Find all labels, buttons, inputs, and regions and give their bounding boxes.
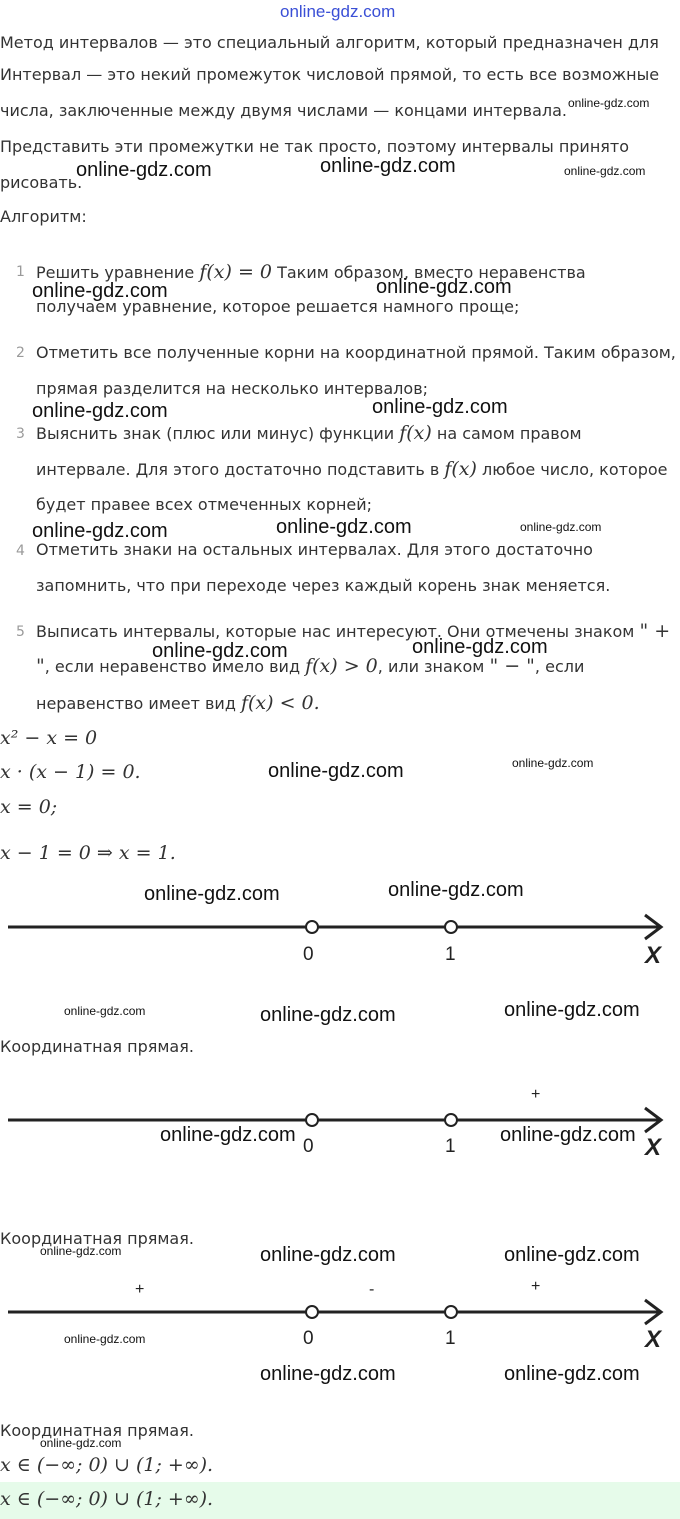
equation: x² − x = 0 xyxy=(0,727,98,749)
math-inline: f(x) xyxy=(399,422,432,444)
watermark: online-gdz.com xyxy=(40,1436,122,1450)
step-text: Таким образом, вместо неравенства xyxy=(277,263,586,282)
answer-equation: x ∈ (−∞; 0) ∪ (1; +∞). xyxy=(0,1488,214,1510)
step-text: Выяснить знак (плюс или минус) функции xyxy=(36,424,395,443)
watermark: online-gdz.com xyxy=(320,155,456,177)
watermark: online-gdz.com xyxy=(76,159,212,181)
math-inline: f(x) = 0 xyxy=(199,261,272,283)
label-x: X xyxy=(645,942,662,965)
point-zero xyxy=(306,921,318,933)
math-inline: " − " xyxy=(489,655,535,677)
list-item xyxy=(36,458,668,480)
label-zero: 0 xyxy=(303,944,314,965)
label-zero: 0 xyxy=(303,1136,314,1157)
label-x: X xyxy=(645,1326,662,1350)
step-text: будет правее всех отмеченных корней; xyxy=(36,495,373,514)
step-number: 3 xyxy=(16,426,25,442)
equation: x = 0; xyxy=(0,796,58,818)
point-zero xyxy=(306,1306,318,1318)
list-item xyxy=(36,692,320,714)
watermark: online-gdz.com xyxy=(504,1363,640,1385)
step-text: Отметить все полученные корни на координатной прямой. Таким образом, xyxy=(36,343,676,362)
watermark: online-gdz.com xyxy=(388,879,524,901)
watermark: online-gdz.com xyxy=(40,1244,122,1258)
point-one xyxy=(445,921,457,933)
site-watermark-top: online-gdz.com xyxy=(280,2,396,21)
step-number: 2 xyxy=(16,345,25,361)
step-text: Решить уравнение xyxy=(36,263,195,282)
point-zero xyxy=(306,1114,318,1126)
math-inline: " xyxy=(36,655,45,677)
paragraph: числа, заключенные между двумя числами — концами интервала. xyxy=(0,101,568,120)
watermark: online-gdz.com xyxy=(276,516,412,538)
step-text: , или знаком xyxy=(377,657,485,676)
watermark: online-gdz.com xyxy=(160,1124,296,1146)
math-inline: f(x) < 0. xyxy=(240,692,320,714)
step-text: любое число, которое xyxy=(482,460,668,479)
equation: x − 1 = 0 ⇒ x = 1. xyxy=(0,842,176,864)
step-number: 1 xyxy=(16,264,25,280)
sign-plus: + xyxy=(135,1281,145,1298)
paragraph: Представить эти промежутки не так просто, поэтому интервалы принято xyxy=(0,137,630,156)
math-inline: " + xyxy=(639,620,671,642)
caption: Координатная прямая. xyxy=(0,1229,194,1248)
watermark: online-gdz.com xyxy=(32,280,168,302)
watermark: online-gdz.com xyxy=(564,164,646,178)
watermark: online-gdz.com xyxy=(152,640,288,662)
step-number: 4 xyxy=(16,543,25,559)
caption: Координатная прямая. xyxy=(0,1037,194,1056)
watermark: online-gdz.com xyxy=(376,276,512,298)
algorithm-heading: Алгоритм: xyxy=(0,207,87,226)
step-text: Выписать интервалы, которые нас интересуют. Они отмечены знаком xyxy=(36,622,635,641)
watermark: online-gdz.com xyxy=(64,1004,146,1018)
result-equation: x ∈ (−∞; 0) ∪ (1; +∞). xyxy=(0,1454,214,1476)
step-number: 5 xyxy=(16,624,25,640)
sign-plus: + xyxy=(531,1086,541,1103)
label-one: 1 xyxy=(445,944,456,965)
watermark: online-gdz.com xyxy=(512,756,594,770)
watermark: online-gdz.com xyxy=(372,396,508,418)
watermark: online-gdz.com xyxy=(412,636,548,658)
watermark: online-gdz.com xyxy=(32,520,168,542)
paragraph: Интервал — это некий промежуток числовой прямой, то есть все возможные xyxy=(0,65,660,84)
step-text: , если xyxy=(534,657,585,676)
step-text: прямая разделится на несколько интервалов; xyxy=(36,379,429,398)
answer-box xyxy=(0,1482,680,1519)
watermark: online-gdz.com xyxy=(64,1332,146,1346)
step-text: интервале. Для этого достаточно подставить в xyxy=(36,460,440,479)
list-item xyxy=(36,422,582,444)
watermark: online-gdz.com xyxy=(504,999,640,1021)
watermark: online-gdz.com xyxy=(268,760,404,782)
watermark: online-gdz.com xyxy=(32,400,168,422)
label-one: 1 xyxy=(445,1136,456,1157)
step-text: , если неравенство имело вид xyxy=(44,657,300,676)
watermark: online-gdz.com xyxy=(520,520,602,534)
point-one xyxy=(445,1114,457,1126)
label-one: 1 xyxy=(445,1328,456,1349)
list-item xyxy=(36,620,670,642)
point-one xyxy=(445,1306,457,1318)
equation: x · (x − 1) = 0. xyxy=(0,761,141,783)
watermark: online-gdz.com xyxy=(568,96,650,110)
watermark: online-gdz.com xyxy=(260,1004,396,1026)
watermark: online-gdz.com xyxy=(144,883,280,905)
math-inline: f(x) > 0 xyxy=(305,655,378,677)
caption: Координатная прямая. xyxy=(0,1421,194,1440)
sign-minus: - xyxy=(369,1281,375,1298)
watermark: online-gdz.com xyxy=(260,1244,396,1266)
paragraph: Метод интервалов — это специальный алгоритм, который предназначен для xyxy=(0,33,659,52)
step-text: на самом правом xyxy=(436,424,582,443)
label-zero: 0 xyxy=(303,1328,314,1349)
step-text: получаем уравнение, которое решается намного проще; xyxy=(36,297,520,316)
sign-plus: + xyxy=(531,1278,541,1295)
watermark: online-gdz.com xyxy=(504,1244,640,1266)
paragraph: рисовать. xyxy=(0,173,83,192)
math-inline: f(x) xyxy=(444,458,477,480)
step-text: запомнить, что при переходе через каждый корень знак меняется. xyxy=(36,576,611,595)
step-text: Отметить знаки на остальных интервалах. Для этого достаточно xyxy=(36,540,593,559)
watermark: online-gdz.com xyxy=(260,1363,396,1385)
watermark: online-gdz.com xyxy=(500,1124,636,1146)
label-x: X xyxy=(645,1134,662,1158)
number-line xyxy=(0,905,680,965)
step-text: неравенство имеет вид xyxy=(36,694,236,713)
